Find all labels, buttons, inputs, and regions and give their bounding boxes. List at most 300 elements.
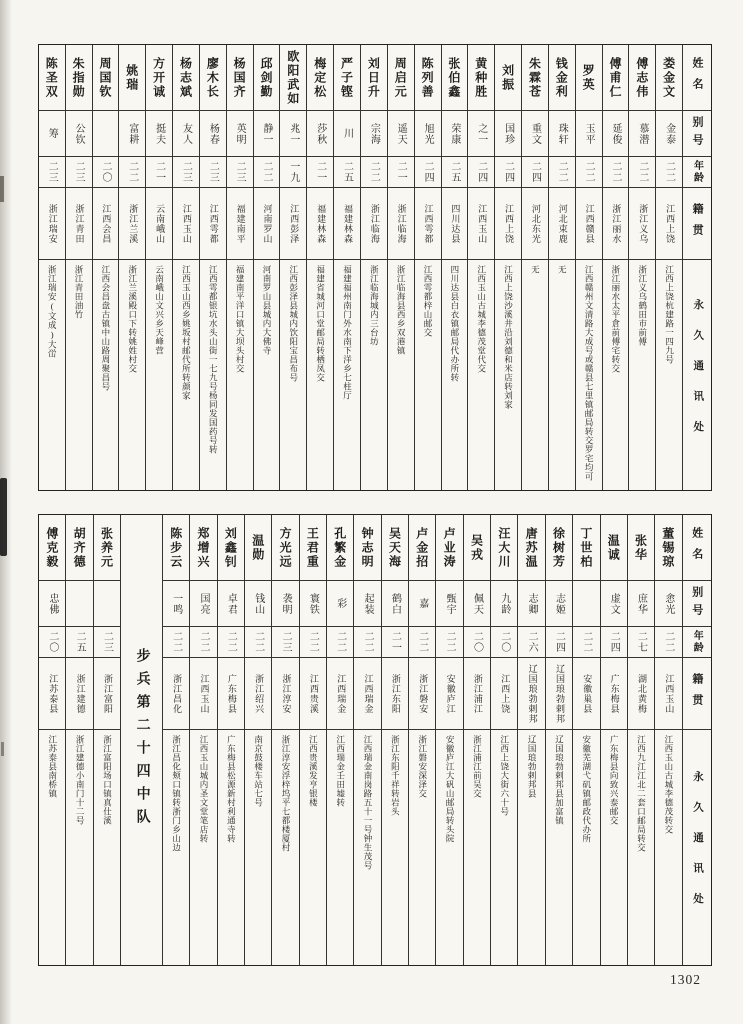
alias-cell bbox=[415, 111, 441, 157]
roster-column bbox=[353, 515, 380, 965]
address-text: 福建省城河口堂邮局转栖凤交 bbox=[315, 265, 326, 382]
roster-column bbox=[253, 45, 280, 490]
name-cell bbox=[522, 45, 548, 111]
age-cell bbox=[39, 627, 65, 658]
name-cell bbox=[546, 515, 572, 581]
origin-cell bbox=[200, 188, 226, 260]
age-text: 二一 bbox=[314, 161, 326, 183]
name-text: 杨国齐 bbox=[232, 56, 247, 99]
age-cell bbox=[415, 157, 441, 188]
origin-text: 江西上饶 bbox=[500, 673, 511, 714]
address-cell bbox=[119, 260, 145, 490]
age-text: 二二 bbox=[580, 631, 592, 653]
name-cell bbox=[39, 515, 65, 581]
address-text: 江西彭泽县城内饮阳宝昌布号 bbox=[288, 265, 299, 382]
origin-cell bbox=[218, 658, 244, 730]
header-label-text: 年龄 bbox=[691, 630, 703, 654]
origin-text: 浙江富阳 bbox=[102, 673, 113, 714]
alias-cell bbox=[655, 581, 681, 627]
origin-text: 浙江绍兴 bbox=[254, 673, 265, 714]
origin-text: 广东梅县 bbox=[609, 673, 620, 714]
name-text: 卢金招 bbox=[414, 526, 429, 569]
age-cell bbox=[66, 627, 92, 658]
age-text: 二三 bbox=[73, 161, 85, 183]
age-text: 二二 bbox=[636, 161, 648, 183]
origin-cell bbox=[280, 188, 306, 260]
alias-cell bbox=[442, 111, 468, 157]
address-cell bbox=[629, 260, 655, 490]
header-origin-label bbox=[683, 658, 711, 730]
alias-cell bbox=[549, 111, 575, 157]
origin-text: 江苏泰县 bbox=[48, 673, 59, 714]
origin-text: 浙江东阳 bbox=[390, 673, 401, 714]
alias-cell bbox=[628, 581, 654, 627]
alias-cell bbox=[280, 111, 306, 157]
age-cell bbox=[200, 157, 226, 188]
origin-text: 河北东光 bbox=[530, 203, 541, 244]
age-text: 二二 bbox=[307, 631, 319, 653]
name-text: 杨志斌 bbox=[178, 56, 193, 99]
address-text: 浙江昌化颊口镇转浙门乡山边 bbox=[171, 735, 182, 852]
origin-cell bbox=[464, 658, 490, 730]
roster-column bbox=[545, 515, 572, 965]
alias-text: 志姬 bbox=[553, 592, 565, 615]
alias-cell bbox=[218, 581, 244, 627]
name-text: 钟志明 bbox=[360, 526, 375, 569]
address-text: 浙江建德小南门十二号 bbox=[75, 735, 86, 825]
age-text: 二三 bbox=[46, 161, 58, 183]
alias-cell bbox=[146, 111, 172, 157]
header-label-text: 永久通讯处 bbox=[692, 298, 704, 452]
name-text: 陈圣双 bbox=[44, 56, 59, 99]
age-text: 二二 bbox=[444, 631, 456, 653]
alias-cell bbox=[546, 581, 572, 627]
alias-cell bbox=[227, 111, 253, 157]
age-text: 二〇 bbox=[46, 631, 58, 653]
name-text: 吴戎 bbox=[469, 533, 484, 562]
age-text: 二二 bbox=[556, 161, 568, 183]
header-alias-label bbox=[683, 581, 711, 627]
name-text: 陈列善 bbox=[420, 56, 435, 99]
alias-cell bbox=[119, 111, 145, 157]
name-text: 汪大川 bbox=[496, 526, 511, 569]
age-cell bbox=[93, 157, 119, 188]
address-cell bbox=[94, 730, 120, 965]
name-text: 娄金文 bbox=[661, 56, 676, 99]
name-cell bbox=[254, 45, 280, 111]
origin-cell bbox=[442, 188, 468, 260]
origin-cell bbox=[66, 658, 92, 730]
origin-text: 江西会昌 bbox=[101, 203, 112, 244]
origin-text: 浙江浦江 bbox=[472, 673, 483, 714]
name-text: 刘鑫钊 bbox=[223, 526, 238, 569]
address-cell bbox=[382, 730, 408, 965]
age-cell bbox=[254, 157, 280, 188]
age-text: 二〇 bbox=[99, 161, 111, 183]
alias-cell bbox=[93, 111, 119, 157]
age-text: 二二 bbox=[170, 631, 182, 653]
alias-text: 宗海 bbox=[368, 122, 380, 145]
address-text: 无 bbox=[557, 265, 568, 274]
origin-text: 江西瑞金 bbox=[336, 673, 347, 714]
roster-column bbox=[226, 45, 253, 490]
name-cell bbox=[382, 515, 408, 581]
origin-cell bbox=[522, 188, 548, 260]
header-label-text: 籍贯 bbox=[691, 202, 704, 245]
age-cell bbox=[245, 627, 271, 658]
alias-text: 兆一 bbox=[287, 122, 299, 145]
name-cell bbox=[218, 515, 244, 581]
alias-cell bbox=[163, 581, 189, 627]
origin-text: 浙江丽水 bbox=[611, 203, 622, 244]
header-address-label bbox=[683, 260, 711, 490]
address-text: 福建南平洋口镇大坝头村交 bbox=[235, 265, 246, 373]
origin-text: 江西玉山 bbox=[664, 673, 675, 714]
alias-cell bbox=[190, 581, 216, 627]
name-cell bbox=[628, 515, 654, 581]
age-cell bbox=[218, 627, 244, 658]
origin-text: 江西上饶 bbox=[504, 203, 515, 244]
origin-cell bbox=[382, 658, 408, 730]
origin-text: 四川达县 bbox=[450, 203, 461, 244]
origin-cell bbox=[628, 658, 654, 730]
address-text: 江西瑞金壬田墟转 bbox=[335, 735, 346, 807]
alias-cell bbox=[464, 581, 490, 627]
address-cell bbox=[190, 730, 216, 965]
alias-text: 玉平 bbox=[583, 122, 595, 145]
alias-text: 公钦 bbox=[73, 122, 85, 145]
name-text: 傅志伟 bbox=[634, 56, 649, 99]
origin-text: 江西雩都 bbox=[208, 203, 219, 244]
origin-cell bbox=[173, 188, 199, 260]
origin-cell bbox=[245, 658, 271, 730]
age-cell bbox=[361, 157, 387, 188]
address-cell bbox=[464, 730, 490, 965]
age-text: 二四 bbox=[422, 161, 434, 183]
name-text: 罗英 bbox=[581, 63, 596, 92]
alias-text: 筹 bbox=[46, 128, 58, 139]
address-text: 浙江浦江前吴交 bbox=[472, 735, 483, 798]
header-age-label bbox=[683, 627, 711, 658]
alias-text: 佩天 bbox=[471, 592, 483, 615]
address-text: 浙江临海县西乡双港镇 bbox=[396, 265, 407, 355]
header-label-text: 别号 bbox=[690, 585, 703, 622]
address-text: 浙江丽水太平倉前傅宅转交 bbox=[610, 265, 621, 373]
age-cell bbox=[603, 157, 629, 188]
name-cell bbox=[327, 515, 353, 581]
age-cell bbox=[66, 157, 92, 188]
alias-cell bbox=[388, 111, 414, 157]
address-text: 浙江淳安浮梓坞平七都楼厦村 bbox=[281, 735, 291, 852]
address-text: 安徽庐江大矾山邮局转头院 bbox=[445, 735, 456, 843]
age-cell bbox=[227, 157, 253, 188]
header-alias-label bbox=[683, 111, 711, 157]
address-text: 江西雩都银坑水头山街一七九号杨同发国药号转 bbox=[208, 265, 219, 454]
address-text: 辽国琅勃剌邦县加富镇 bbox=[554, 735, 565, 825]
age-cell bbox=[546, 627, 572, 658]
age-cell bbox=[119, 157, 145, 188]
address-cell bbox=[522, 260, 548, 490]
origin-cell bbox=[39, 658, 65, 730]
address-cell bbox=[163, 730, 189, 965]
age-cell bbox=[656, 157, 682, 188]
roster-column bbox=[189, 515, 216, 965]
roster-header-column bbox=[682, 45, 711, 490]
name-text: 黄种胜 bbox=[473, 56, 488, 99]
roster-column bbox=[92, 45, 119, 490]
roster-column bbox=[39, 515, 65, 965]
roster-column bbox=[628, 45, 655, 490]
age-text: 二六 bbox=[526, 631, 538, 653]
name-cell bbox=[66, 45, 92, 111]
address-text: 云南峨山文兴乡天峰营 bbox=[154, 265, 165, 355]
name-cell bbox=[629, 45, 655, 111]
name-cell bbox=[409, 515, 435, 581]
address-text: 江西玉山古城李德茂转交 bbox=[663, 735, 674, 834]
age-text: 二一 bbox=[153, 161, 165, 183]
origin-cell bbox=[491, 658, 517, 730]
origin-cell bbox=[409, 658, 435, 730]
name-text: 丁世柏 bbox=[578, 526, 593, 569]
alias-text: 袭明 bbox=[280, 592, 292, 615]
alias-text: 川 bbox=[341, 128, 353, 139]
age-text: 二二 bbox=[362, 631, 374, 653]
name-cell bbox=[361, 45, 387, 111]
address-cell bbox=[573, 730, 599, 965]
name-text: 严子铿 bbox=[339, 56, 354, 99]
address-cell bbox=[354, 730, 380, 965]
name-text: 钱金利 bbox=[554, 56, 569, 99]
address-cell bbox=[327, 730, 353, 965]
alias-text: 卓君 bbox=[225, 592, 237, 615]
age-text: 一九 bbox=[287, 161, 299, 183]
name-text: 刘日升 bbox=[366, 56, 381, 99]
age-text: 二四 bbox=[529, 161, 541, 183]
alias-cell bbox=[409, 581, 435, 627]
name-cell bbox=[280, 45, 306, 111]
age-text: 二〇 bbox=[471, 631, 483, 653]
age-cell bbox=[601, 627, 627, 658]
address-cell bbox=[628, 730, 654, 965]
header-label-text: 姓名 bbox=[691, 56, 704, 99]
address-cell bbox=[361, 260, 387, 490]
alias-cell bbox=[66, 581, 92, 627]
address-cell bbox=[334, 260, 360, 490]
address-cell bbox=[66, 730, 92, 965]
address-text: 江西玉山古城李德茂堂代交 bbox=[476, 265, 487, 373]
alias-cell bbox=[601, 581, 627, 627]
age-cell bbox=[409, 627, 435, 658]
age-cell bbox=[436, 627, 462, 658]
address-text: 浙江临海城内三台坊 bbox=[369, 265, 380, 346]
alias-text: 杨春 bbox=[207, 122, 219, 145]
origin-cell bbox=[415, 188, 441, 260]
address-cell bbox=[442, 260, 468, 490]
origin-cell bbox=[94, 658, 120, 730]
origin-cell bbox=[327, 658, 353, 730]
address-cell bbox=[227, 260, 253, 490]
name-cell bbox=[415, 45, 441, 111]
address-text: 浙江义乌鹤田市前傅 bbox=[637, 265, 648, 346]
age-cell bbox=[280, 157, 306, 188]
alias-text: 荣康 bbox=[448, 122, 460, 145]
address-text: 浙江东阳千祥转岩头 bbox=[390, 735, 401, 816]
origin-text: 江西玉山 bbox=[477, 203, 488, 244]
origin-text: 浙江瑞安 bbox=[47, 203, 58, 244]
name-text: 张伯鑫 bbox=[446, 56, 461, 99]
origin-text: 江西瑞金 bbox=[363, 673, 374, 714]
scan-artifact bbox=[1, 742, 4, 756]
address-text: 南京鼓楼车站七号 bbox=[253, 735, 264, 807]
age-text: 二五 bbox=[74, 631, 86, 653]
origin-text: 浙江淳安 bbox=[281, 673, 292, 714]
address-text: 无 bbox=[530, 265, 541, 274]
roster-column bbox=[490, 515, 517, 965]
header-label-text: 永久通讯处 bbox=[692, 771, 704, 924]
address-cell bbox=[655, 730, 681, 965]
alias-text: 起装 bbox=[362, 592, 374, 615]
name-text: 徐树芳 bbox=[551, 526, 566, 569]
alias-cell bbox=[436, 581, 462, 627]
name-cell bbox=[354, 515, 380, 581]
address-text: 浙江青田油竹 bbox=[74, 265, 85, 319]
unit-designation-label: 步兵第二十四中队 bbox=[134, 648, 150, 832]
age-cell bbox=[549, 157, 575, 188]
address-text: 江西上饶沙溪井沿刘德和米店转刘家 bbox=[503, 265, 514, 409]
alias-cell bbox=[39, 111, 65, 157]
address-text: 江西瑞金南岗路五十一号钟生茂号 bbox=[363, 735, 374, 870]
age-text: 二三 bbox=[180, 161, 192, 183]
alias-text: 富耕 bbox=[126, 122, 138, 145]
alias-cell bbox=[629, 111, 655, 157]
alias-cell bbox=[495, 111, 521, 157]
age-text: 二二 bbox=[225, 631, 237, 653]
origin-cell bbox=[655, 658, 681, 730]
roster-column bbox=[654, 515, 681, 965]
alias-text: 忠佛 bbox=[46, 592, 58, 615]
address-text: 江西九江江北二套口邮局转交 bbox=[636, 735, 647, 852]
origin-cell bbox=[576, 188, 602, 260]
alias-text: 虚文 bbox=[608, 592, 620, 615]
age-text: 二三 bbox=[234, 161, 246, 183]
alias-cell bbox=[334, 111, 360, 157]
origin-cell bbox=[388, 188, 414, 260]
address-cell bbox=[39, 730, 65, 965]
origin-text: 辽国琅勃剌邦 bbox=[554, 663, 565, 724]
address-cell bbox=[656, 260, 682, 490]
origin-text: 浙江义乌 bbox=[638, 203, 649, 244]
header-label-text: 别号 bbox=[691, 115, 704, 152]
age-cell bbox=[388, 157, 414, 188]
alias-cell bbox=[200, 111, 226, 157]
alias-text: 国亮 bbox=[198, 592, 210, 615]
origin-cell bbox=[656, 188, 682, 260]
name-text: 温勋 bbox=[250, 533, 265, 562]
name-text: 王君重 bbox=[305, 526, 320, 569]
name-cell bbox=[442, 45, 468, 111]
name-text: 傅克毅 bbox=[44, 526, 59, 569]
address-text: 安徽芜湖弋矶镇邮政代办所 bbox=[581, 735, 592, 843]
origin-text: 浙江临海 bbox=[369, 203, 380, 244]
age-text: 二二 bbox=[609, 161, 621, 183]
alias-cell bbox=[300, 581, 326, 627]
origin-cell bbox=[495, 188, 521, 260]
age-text: 二二 bbox=[663, 161, 675, 183]
origin-text: 广东梅县 bbox=[226, 673, 237, 714]
roster-column bbox=[244, 515, 271, 965]
roster-column bbox=[435, 515, 462, 965]
name-cell bbox=[655, 515, 681, 581]
origin-cell bbox=[146, 188, 172, 260]
age-cell bbox=[495, 157, 521, 188]
address-text: 广东梅县向致兴泰邮交 bbox=[609, 735, 620, 825]
age-cell bbox=[146, 157, 172, 188]
alias-text: 莎秋 bbox=[314, 122, 326, 145]
name-cell bbox=[491, 515, 517, 581]
address-cell bbox=[415, 260, 441, 490]
address-text: 浙江磐安深泽交 bbox=[417, 735, 428, 798]
alias-cell bbox=[307, 111, 333, 157]
roster-column bbox=[627, 515, 654, 965]
origin-cell bbox=[629, 188, 655, 260]
alias-text: 英明 bbox=[234, 122, 246, 145]
address-cell bbox=[307, 260, 333, 490]
name-cell bbox=[601, 515, 627, 581]
address-text: 江苏泰县南桥镇 bbox=[47, 735, 58, 798]
age-cell bbox=[573, 627, 599, 658]
name-cell bbox=[468, 45, 494, 111]
name-cell bbox=[66, 515, 92, 581]
origin-text: 福建林森 bbox=[316, 203, 327, 244]
roster-column bbox=[360, 45, 387, 490]
name-text: 梅定松 bbox=[312, 56, 327, 99]
origin-text: 福建林森 bbox=[342, 203, 353, 244]
origin-text: 江西赣县 bbox=[584, 203, 595, 244]
address-text: 广东梅县松源新村利通寺转 bbox=[226, 735, 237, 843]
age-text: 二二 bbox=[126, 161, 138, 183]
roster-column bbox=[306, 45, 333, 490]
alias-text: 甄宇 bbox=[444, 592, 456, 615]
address-text: 江西会昌盘古镇中山路周聚昌号 bbox=[100, 265, 111, 391]
roster-column bbox=[517, 515, 544, 965]
name-text: 朱霖苍 bbox=[527, 56, 542, 99]
roster-column bbox=[463, 515, 490, 965]
roster-column bbox=[494, 45, 521, 490]
alias-cell bbox=[382, 581, 408, 627]
name-cell bbox=[549, 45, 575, 111]
roster-column bbox=[467, 45, 494, 490]
address-cell bbox=[280, 260, 306, 490]
alias-text: 旭光 bbox=[422, 122, 434, 145]
address-cell bbox=[254, 260, 280, 490]
roster-column bbox=[162, 515, 189, 965]
header-origin-label bbox=[683, 188, 711, 260]
roster-column bbox=[548, 45, 575, 490]
age-cell bbox=[518, 627, 544, 658]
header-name-label bbox=[683, 515, 711, 581]
address-text: 河南罗山县城内大佛寺 bbox=[261, 265, 272, 355]
address-cell bbox=[200, 260, 226, 490]
name-cell bbox=[603, 45, 629, 111]
address-cell bbox=[218, 730, 244, 965]
address-cell bbox=[576, 260, 602, 490]
roster-column bbox=[39, 45, 65, 490]
roster-table-top bbox=[38, 44, 712, 491]
name-cell bbox=[93, 45, 119, 111]
origin-cell bbox=[546, 658, 572, 730]
origin-cell bbox=[93, 188, 119, 260]
age-cell bbox=[628, 627, 654, 658]
